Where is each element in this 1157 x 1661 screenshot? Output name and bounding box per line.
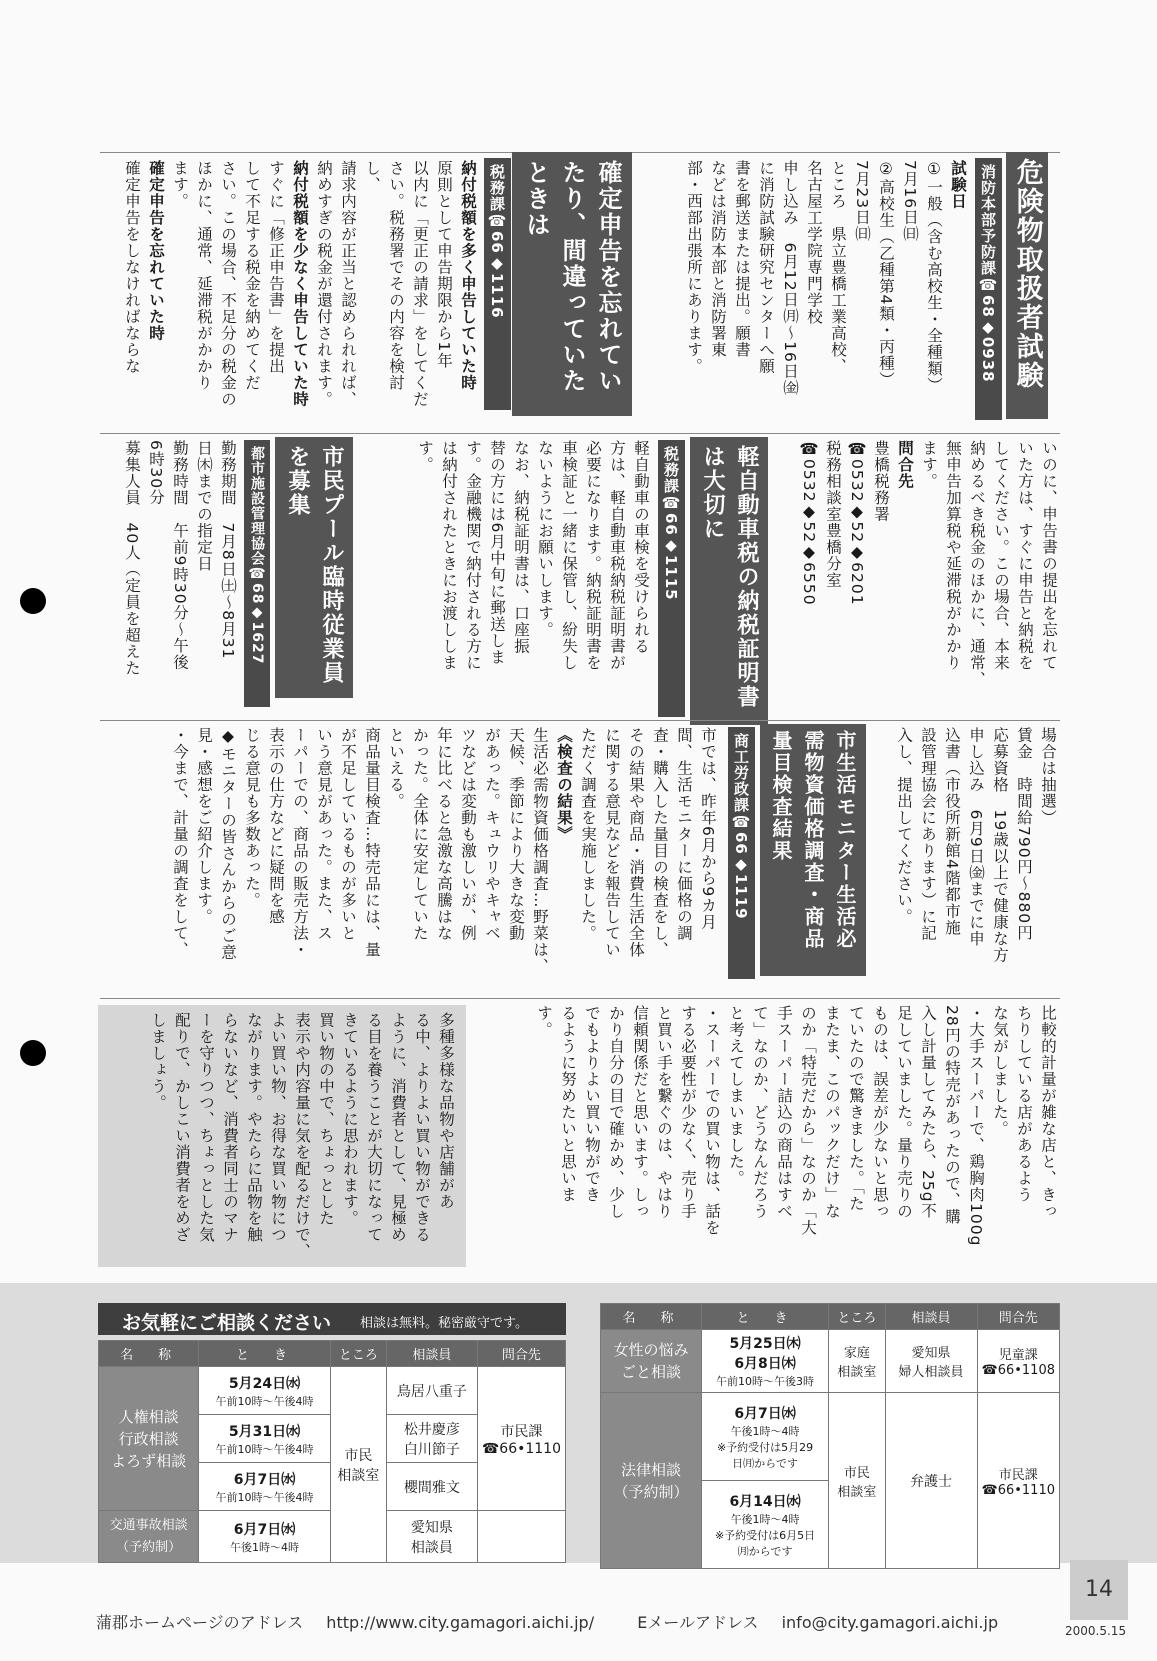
page-date: 2000.5.15 [1065,1624,1127,1638]
monitor-body [100,727,720,989]
text-line: などは消防本部と消防署東 [709,160,727,358]
col-contact: 問合先 [977,1304,1060,1330]
pool-dept: 都市施設管理協会☎68◆1627 [244,440,270,707]
binder-hole [20,1040,46,1066]
text-line: きているように思われます。 [341,1012,359,1227]
text-line: ①一般（含む高校生・全種類） [925,160,943,394]
text-line: すぐに「修正申告書」を提出 [267,160,285,375]
text-line: ほかに、通常、延滞税がかかり [195,160,213,391]
text-line: 納付税額を少なく申告していた時 [291,160,309,408]
text-line: ように、消費者として、見極め [389,1012,407,1243]
text-line: 設管理協会にあります）に記 [919,727,937,942]
tax-return-title: 確定申告を忘れていたり、間違っていたときは [512,152,632,416]
text-line: 確定申告をしなければならな [123,160,141,375]
col-time: と き [702,1304,829,1330]
text-line: 試験日 [949,160,967,210]
binder-hole [20,588,46,614]
mail-label: Eメールアドレス [637,1613,759,1632]
text-line: 市では、昨年6月から9カ月 [699,727,717,931]
text-line: る中、よりよい買い物ができる [413,1012,431,1243]
mail-address[interactable]: info@city.gamagori.aichi.jp [781,1613,999,1632]
col-name: 名 称 [601,1304,702,1330]
text-line: ていたので驚きました。「た [847,1005,865,1212]
slot-time: 午前10時〜午後3時 [716,1375,815,1388]
col-staff: 相談員 [386,1341,477,1367]
monitor-lines [168,727,720,989]
text-line: 豊橋税務署 [872,440,890,523]
pool-title: 市民プール臨時従業員を募集 [275,437,353,698]
text-line: ます。 [920,440,938,490]
text-line: 信頼関係だと思います。しっ [631,1005,649,1220]
text-line: ただく調査を実施しました。 [579,727,597,942]
jinken-place: 市民 相談室 [330,1367,386,1563]
text-line: またま、このパックだけ」な [823,1005,841,1220]
text-line: 配りで、かしこい消費者をめざ [173,1012,191,1243]
text-line: よい買い物、お得な買い物につ [269,1012,287,1243]
slot-date: 6月7日㈬ [233,1521,296,1538]
text-line: す。 [416,440,434,473]
tax-return-body [115,160,480,418]
text-line: 見・感想をご紹介します。 [195,727,213,925]
pool-body [100,440,240,712]
text-line: 納めすぎの税金が還付されます。 [315,160,333,408]
staff-2: 松井慶彦 白川節子 [386,1415,477,1463]
text-line: 書を郵送または提出。願書 [733,160,751,358]
text-line: 込書（市役所新館4階都市施 [943,727,961,936]
footer [96,1610,998,1633]
col-time: と き [199,1341,331,1367]
consult-banner-sub: 相談は無料。秘密厳守です。 [360,1316,528,1331]
law-place: 市民 相談室 [829,1393,885,1569]
pool-cont-body [880,727,1060,987]
law-name: 法律相談 （予約制） [601,1393,702,1569]
text-line: 請求内容が正当と認められれば、 [339,160,357,408]
text-line: と買い手を繋ぐのは、やはり [655,1005,673,1220]
staff-3: 櫻間雅文 [386,1463,477,1511]
hp-label: 蒲郡ホームページのアドレス [96,1613,304,1632]
hazmat-dept: 消防本部予防課☎68◆0938 [975,158,1002,420]
hazmat-title: 危険物取扱者試験 [1006,152,1048,419]
text-line: その結果や商品・消費生活全体 [627,727,645,958]
text-line: ところ 県立豊橋工業高校、 [829,160,847,375]
text-line: 勤務時間 午前9時30分〜午後 [171,440,189,671]
text-line: 天候、季節により大きな変動 [507,727,525,942]
law-slot-2 [702,1481,829,1569]
text-line: 場合は抽選） [1039,727,1057,826]
text-line: ます。 [171,160,189,210]
traffic-slot [199,1511,331,1563]
slot-date: 5月31日㈬ [228,1423,301,1440]
text-line: る目を養うことが大切になって [365,1012,383,1243]
traffic-name: 交通事故相談 （予約制） [99,1511,199,1563]
text-line: ちりしている店があるよう [1015,1005,1033,1203]
law-staff: 弁護士 [885,1393,977,1569]
consult-table-left [98,1340,566,1563]
text-line: て」なのか、どうなんだろう [751,1005,769,1220]
monitor-cont-lines [532,1005,1060,1260]
women-contact: 児童課 ☎66•1108 [977,1330,1060,1393]
slot-time: 午前10時〜午後4時 [215,1394,314,1408]
text-line: ☎0532◆52◆6201 [848,440,866,606]
text-line: しましょう。 [149,1012,167,1111]
tax-return-dept: 税務課☎66◆1116 [484,158,511,410]
text-line: 替の方には6月中旬に郵送しま [488,440,506,666]
text-line: 28円の特売があったので、購 [943,1005,961,1225]
text-line: な気がしました。 [991,1005,1009,1137]
text-line: ツなどは変動も激しいが、例 [459,727,477,942]
text-line: 車検証と一緒に保管し、紛失し [560,440,578,671]
col-place: ところ [829,1304,885,1330]
text-line: 税務相談室豊橋分室 [824,440,842,589]
row3-rule [100,998,1060,999]
text-line: 表示や内容量に気を配るだけで、 [293,1012,311,1260]
summary-lines [146,1012,458,1262]
text-line: らないなど、消費者同士のマナ [221,1012,239,1243]
page-number: 14 [1070,1560,1128,1620]
text-line: 方は、軽自動車税納税証明書が [608,440,626,671]
text-line: があった。キュウリやキャベ [483,727,501,942]
text-line: 納めるべき税金のほかに、通常、 [968,440,986,688]
car-tax-lines [413,440,653,712]
slot-date: 6月7日㈬ [734,1405,796,1422]
text-line: ーパーでの、商品の販売方法・ [291,727,309,958]
slot-note: ※予約受付は5月29 日㈪からです [716,1440,814,1470]
text-line: いう意見があった。また、ス [315,727,333,942]
text-line: 無申告加算税や延滞税がかかり [944,440,962,671]
text-line: する必要性が少なく、売り手 [679,1005,697,1220]
women-slot [702,1330,829,1393]
slot-time: 午後1時〜4時 [730,1512,800,1526]
text-line: 問合先 [896,440,914,490]
text-line: でもよりよい買い物ができ [583,1005,601,1203]
slot-time: 午後1時〜4時 [730,1424,800,1438]
text-line: が不足しているものが多いと [339,727,357,942]
text-line: 多種多様な品物や店舗があ [437,1012,455,1210]
text-line: るように努めたいと思いま [559,1005,577,1203]
tax-cont-lines [797,440,1061,710]
text-line: 生活必需物資価格調査…野菜は、 [531,727,549,975]
text-line: 手スーパー詰込の商品はすべ [775,1005,793,1220]
text-line: 年に比べると急激な高騰はな [435,727,453,942]
text-line: ないようにお願いします。 [536,440,554,638]
text-line: ②高校生（乙種第4類・丙種） [877,160,895,388]
text-line: 申し込み 6月9日㈮までに申 [967,727,985,947]
text-line: 足していました。量り売りの [895,1005,913,1220]
slot-date: 5月24日㈬ [228,1375,301,1392]
traffic-staff: 愛知県 相談員 [386,1511,477,1563]
text-line: 6時30分 [147,440,165,506]
text-line: ーを守りつつ、ちょっとした気 [197,1012,215,1243]
text-line: 募集人員 40人（定員を超えた [123,440,141,677]
consult-banner [98,1303,566,1335]
text-line: に消防試験研究センターへ願 [757,160,775,375]
car-tax-title: 軽自動車税の納税証明書は大切に [690,437,768,725]
text-line: のか「特売だから」なのか「大 [799,1005,817,1236]
text-line: 入し計量してみたら、25g不 [919,1005,937,1220]
text-line: 比較的計量が雑な店と、きっ [1039,1005,1057,1220]
women-name: 女性の悩み ごと相談 [601,1330,702,1393]
monitor-title: 市生活モニター生活必需物資価格調査・商品量目検査結果 [760,724,866,976]
tax-cont-body [776,440,1061,710]
text-line: 必要になります。納税証明書を [584,440,602,671]
row1-rule [100,433,1060,434]
consult-banner-title: お気軽にご相談ください [122,1312,332,1334]
text-line: 申し込み 6月12日㈪〜16日㈮ [781,160,799,396]
law-slot-1 [702,1393,829,1481]
summary-body [108,1012,458,1262]
text-line: 査・購入した量目の検査をし、 [651,727,669,958]
col-contact: 問合先 [477,1341,565,1367]
text-line: ・今まで、計量の調査をして、 [171,727,189,958]
text-line: と考えてしまいました。 [727,1005,745,1187]
text-line: す。 [535,1005,553,1038]
text-line: ・スーパーでの買い物は、話を [703,1005,721,1236]
monitor-cont-body [478,1005,1060,1260]
text-line: ・大手スーパーで、鶏胸肉100g [967,1005,985,1247]
text-line: に関する意見などを報告してい [603,727,621,958]
text-line: 納付税額を多く申告していた時 [459,160,477,391]
text-line: 部・西部出張所にあります。 [685,160,703,375]
text-line: して不足する税金を納めてくだ [243,160,261,391]
slot-date: 5月25日㈭ 6月8日㈭ [729,1336,801,1372]
row2-rule [100,720,1060,721]
slot-time: 午前10時〜午後4時 [215,1442,314,1456]
monitor-dept: 商工労政課☎66◆1119 [728,727,755,979]
jinken-slot-3 [199,1463,331,1511]
car-tax-body [373,440,653,712]
jinken-slot-2 [199,1415,331,1463]
text-line: ものは、誤差が少ないと思っ [871,1005,889,1220]
text-line: かった。全体に安定していた [411,727,429,942]
law-contact: 市民課 ☎66•1110 [977,1393,1060,1569]
text-line: 表示の仕方などに疑問を感 [267,727,285,925]
text-line: す。金融機関で納付される方に [464,440,482,671]
text-line: 商品量目検査…特売品には、量 [363,727,381,958]
slot-time: 午後1時〜4時 [230,1540,300,1554]
text-line: さい。この場合、不足分の税金の [219,160,237,408]
text-line: 勤務期間 7月8日㈯〜8月31 [219,440,237,660]
text-line: 名古屋工学院専門学校 [805,160,823,325]
text-line: なお、納税証明書は、口座振 [512,440,530,655]
staff-1: 鳥居八重子 [386,1367,477,1415]
women-staff: 愛知県 婦人相談員 [885,1330,977,1393]
text-line: といえる。 [387,727,405,810]
text-line: ☎0532◆52◆6550 [800,440,818,606]
slot-date: 6月7日㈬ [233,1471,296,1488]
text-line: かり自分の目で確かめ、少し [607,1005,625,1220]
text-line: いた方は、すぐに申告と納税を [1016,440,1034,671]
text-line: 日㈭までの指定日 [195,440,213,572]
text-line: ◆モニターの皆さんからのご意 [219,727,237,961]
col-name: 名 称 [99,1341,199,1367]
text-line: してください。この場合、本来 [992,440,1010,671]
text-line: 賃金 時間給790円〜880円 [1015,727,1033,941]
text-line: 7月23日㈰ [853,160,871,243]
text-line: 《検査の結果》 [555,727,573,843]
women-place: 家庭 相談室 [829,1330,885,1393]
text-line: じる意見も多数あった。 [243,727,261,909]
text-line: いのに、申告書の提出を忘れて [1040,440,1058,671]
hazmat-body [685,160,970,420]
traffic-contact [477,1511,565,1563]
pool-cont-lines [892,727,1060,987]
col-place: ところ [330,1341,386,1367]
tax-return-lines [120,160,480,418]
text-line: 買い物の中で、ちょっとした [317,1012,335,1227]
text-line: ながります。やたらに品物を触 [245,1012,263,1243]
text-line: 確定申告を忘れていた時 [147,160,165,342]
text-line: 7月16日㈰ [901,160,919,243]
jinken-slot-1 [199,1367,331,1415]
jinken-contact: 市民課 ☎66•1110 [477,1367,565,1511]
hp-url[interactable]: http://www.city.gamagori.aichi.jp/ [326,1613,595,1632]
consult-table-right [600,1303,1060,1569]
text-line: 軽自動車の車検を受けられる [632,440,650,655]
car-tax-dept: 税務課☎66◆1115 [658,440,685,717]
col-staff: 相談員 [885,1304,977,1330]
jinken-name: 人権相談 行政相談 よろず相談 [99,1367,199,1511]
text-line: 以内に「更正の請求」をしてくだ [411,160,429,408]
pool-lines [120,440,240,712]
slot-time: 午前10時〜午後4時 [215,1490,314,1504]
text-line: 原則として申告期限から1年 [435,160,453,369]
text-line: 応募資格 19歳以上で健康な方 [991,727,1009,964]
text-line: さい。税務署でその内容を検討し、 [363,160,405,391]
slot-date: 6月14日㈬ [729,1493,801,1510]
text-line: は納付されたときにお渡ししま [440,440,458,671]
slot-note: ※予約受付は6月5日 ㈪からです [714,1528,816,1558]
text-line: 間、生活モニターに価格の調 [675,727,693,942]
hazmat-lines [682,160,970,420]
text-line: 入し、提出してください。 [895,727,913,925]
